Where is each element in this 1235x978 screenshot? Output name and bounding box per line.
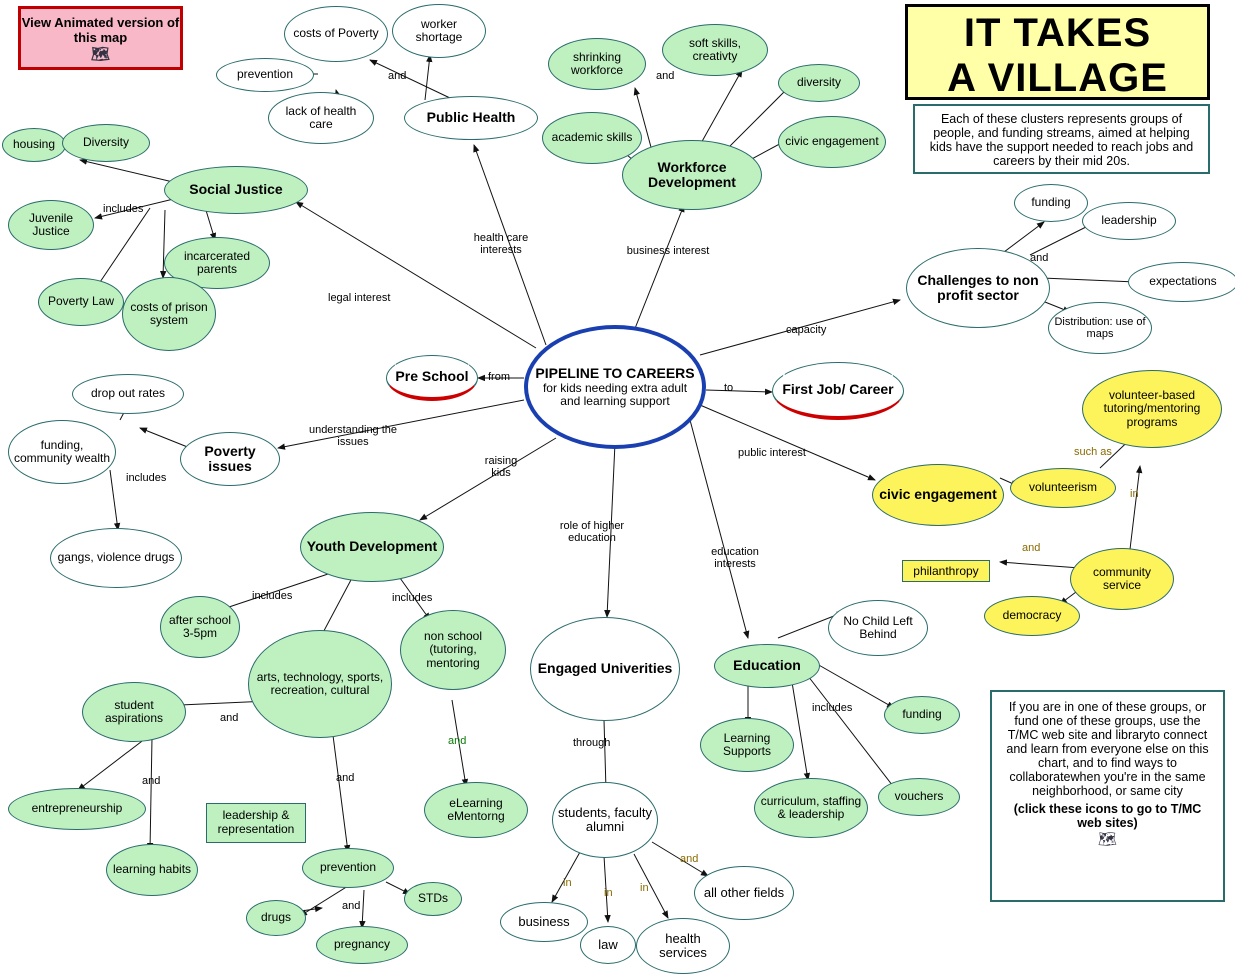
edge-label-in-volunteer-based: in	[1130, 488, 1139, 500]
edge-label-capacity: capacity	[786, 324, 827, 336]
node-housing[interactable]: housing	[2, 128, 66, 162]
node-juvenile-justice[interactable]: Juvenile Justice	[8, 200, 94, 250]
edge-label-and-non-school: and	[448, 735, 467, 747]
node-law[interactable]: law	[580, 926, 636, 964]
node-worker-shortage[interactable]: worker shortage	[392, 4, 486, 58]
node-elearning-ementoring[interactable]: eLearning eMentorng	[424, 782, 528, 838]
edge-label-includes-education: includes	[812, 702, 853, 714]
edge-label-includes-poverty: includes	[126, 472, 167, 484]
node-distribution-use-of-maps[interactable]: Distribution: use of maps	[1048, 302, 1152, 354]
node-poverty-law[interactable]: Poverty Law	[38, 278, 124, 326]
node-philanthropy[interactable]: philanthropy	[902, 560, 990, 582]
edge-label-in-business: in	[563, 877, 572, 889]
title-line-2: A VILLAGE	[947, 56, 1168, 100]
node-democracy[interactable]: democracy	[984, 596, 1080, 636]
edge-label-through: through	[573, 737, 611, 749]
view-animated-box[interactable]	[18, 6, 183, 70]
node-prevention-public-health[interactable]: prevention	[216, 58, 314, 92]
node-incarcerated-parents[interactable]: incarcerated parents	[164, 237, 270, 289]
footer-note-bold: (click these icons to go to T/MC web sites)	[1013, 802, 1202, 830]
node-gangs-violence-drugs[interactable]: gangs, violence drugs	[50, 528, 182, 588]
title-note-text: Each of these clusters represents groups of people, and funding streams, aimed at helping kids have the support needed to reach jobs and careers by their mid 20s.	[929, 112, 1194, 168]
node-poverty-issues[interactable]: Poverty issues	[180, 432, 280, 486]
edge-label-raising-kids: raising kids	[484, 455, 518, 479]
edge-label-and-entrepreneurship: and	[142, 775, 161, 787]
node-entrepreneurship[interactable]: entrepreneurship	[8, 788, 146, 830]
node-civic-engagement[interactable]: civic engagement	[872, 464, 1004, 526]
edge-label-business-interest: business interest	[626, 245, 710, 257]
node-lack-of-health-care[interactable]: lack of health care	[268, 92, 374, 144]
edge-label-and-workforce: and	[656, 70, 675, 82]
node-education[interactable]: Education	[714, 644, 820, 688]
edge-label-such-as: such as	[1074, 446, 1112, 458]
node-funding-community-wealth[interactable]: funding, community wealth	[8, 420, 116, 484]
center-node[interactable]	[524, 325, 706, 449]
edge-label-and-drugs: and	[342, 900, 361, 912]
node-learning-supports[interactable]: Learning Supports	[700, 718, 794, 772]
edge-label-health-care-interests: health care interests	[473, 232, 529, 256]
node-business[interactable]: business	[500, 902, 588, 942]
node-stds[interactable]: STDs	[404, 882, 462, 916]
edge-label-in-health-services: in	[640, 882, 649, 894]
edge-label-includes-youth-1: includes	[252, 590, 293, 602]
edge-label-legal-interest: legal interest	[328, 292, 391, 304]
edge-label-in-law: in	[604, 887, 613, 899]
node-all-other-fields[interactable]: all other fields	[694, 866, 794, 920]
title-box	[905, 4, 1210, 100]
edge-label-and-student-aspirations: and	[220, 712, 239, 724]
edge-label-role-higher-education: role of higher education	[559, 520, 625, 544]
node-drop-out-rates[interactable]: drop out rates	[72, 374, 184, 414]
center-subtitle: for kids needing extra adult and learning support	[542, 380, 688, 408]
node-health-services[interactable]: health services	[636, 918, 730, 974]
node-first-job[interactable]: First Job/ Career	[772, 362, 904, 420]
node-youth-development[interactable]: Youth Development	[300, 512, 444, 582]
node-leadership-representation[interactable]: leadership & representation	[206, 803, 306, 843]
footer-note-text: If you are in one of these groups, or fund one of these groups, use the T/MC web site and libraryto connect and learn from everyone else on this chart, and to find ways to collaboratewhen you're in the same neighborhood, or same city	[1006, 700, 1209, 798]
node-social-justice[interactable]: Social Justice	[164, 166, 308, 214]
edge-label-and-nonprofit: and	[1030, 252, 1049, 264]
node-academic-skills[interactable]: academic skills	[542, 112, 642, 164]
title-note-box	[913, 104, 1210, 174]
edge-label-includes-youth-2: includes	[392, 592, 433, 604]
node-pre-school[interactable]: Pre School	[386, 355, 478, 401]
map-icon[interactable]: 🗺	[90, 46, 111, 63]
node-prevention-youth[interactable]: prevention	[302, 848, 394, 888]
node-challenges-non-profit[interactable]: Challenges to non profit sector	[906, 248, 1050, 328]
node-student-aspirations[interactable]: student aspirations	[82, 682, 186, 742]
node-pregnancy[interactable]: pregnancy	[316, 926, 408, 964]
node-civic-engagement-workforce[interactable]: civic engagement	[778, 116, 886, 168]
node-engaged-universities[interactable]: Engaged Univerities	[530, 617, 680, 721]
edge-label-and-fields: and	[680, 853, 699, 865]
node-soft-skills[interactable]: soft skills, creativty	[662, 24, 768, 76]
map-icon[interactable]: 🗺	[1097, 831, 1118, 848]
edge-label-public-interest: public interest	[738, 447, 806, 459]
node-vouchers[interactable]: vouchers	[878, 778, 960, 816]
edge-label-and-arts: and	[336, 772, 355, 784]
node-learning-habits[interactable]: learning habits	[106, 844, 198, 896]
node-costs-of-prison-system[interactable]: costs of prison system	[122, 277, 216, 351]
edge-label-education-interests: education interests	[711, 546, 759, 570]
edge-label-understanding-issues: understanding the issues	[308, 424, 398, 448]
footer-note-box	[990, 690, 1225, 902]
node-drugs[interactable]: drugs	[246, 900, 306, 936]
node-volunteerism[interactable]: volunteerism	[1010, 468, 1116, 508]
node-curriculum-staffing[interactable]: curriculum, staffing & leadership	[754, 778, 868, 838]
center-title: PIPELINE TO CAREERS	[535, 365, 695, 382]
node-non-school[interactable]: non school (tutoring, mentoring	[400, 610, 506, 690]
node-volunteer-based-programs[interactable]: volunteer-based tutoring/mentoring programs	[1082, 370, 1222, 448]
node-public-health[interactable]: Public Health	[404, 96, 538, 140]
edge-label-to: to	[724, 382, 734, 394]
node-costs-of-poverty[interactable]: costs of Poverty	[284, 6, 388, 62]
node-expectations[interactable]: expectations	[1128, 262, 1235, 302]
edge-label-and-public-health: and	[388, 70, 407, 82]
node-students-faculty-alumni[interactable]: students, faculty alumni	[552, 782, 658, 858]
node-shrinking-workforce[interactable]: shrinking workforce	[548, 38, 646, 90]
view-animated-label: View Animated version of this map	[21, 15, 180, 45]
title-line-1: IT TAKES	[963, 11, 1152, 55]
node-funding-nonprofit[interactable]: funding	[1014, 184, 1088, 222]
node-community-service[interactable]: community service	[1070, 548, 1174, 610]
edge-label-and-civic: and	[1022, 542, 1041, 554]
node-diversity-workforce[interactable]: diversity	[778, 64, 860, 102]
node-after-school[interactable]: after school 3-5pm	[160, 596, 240, 658]
node-diversity-social-justice[interactable]: Diversity	[62, 124, 150, 162]
node-arts-technology[interactable]: arts, technology, sports, recreation, cultural	[248, 630, 392, 738]
node-no-child-left-behind[interactable]: No Child Left Behind	[828, 600, 928, 656]
edge-label-includes-social-justice: includes	[103, 203, 144, 215]
node-funding-education[interactable]: funding	[884, 696, 960, 734]
node-workforce-development[interactable]: Workforce Development	[622, 140, 762, 210]
node-leadership-nonprofit[interactable]: leadership	[1082, 202, 1176, 240]
edge-label-from: from	[488, 371, 510, 383]
